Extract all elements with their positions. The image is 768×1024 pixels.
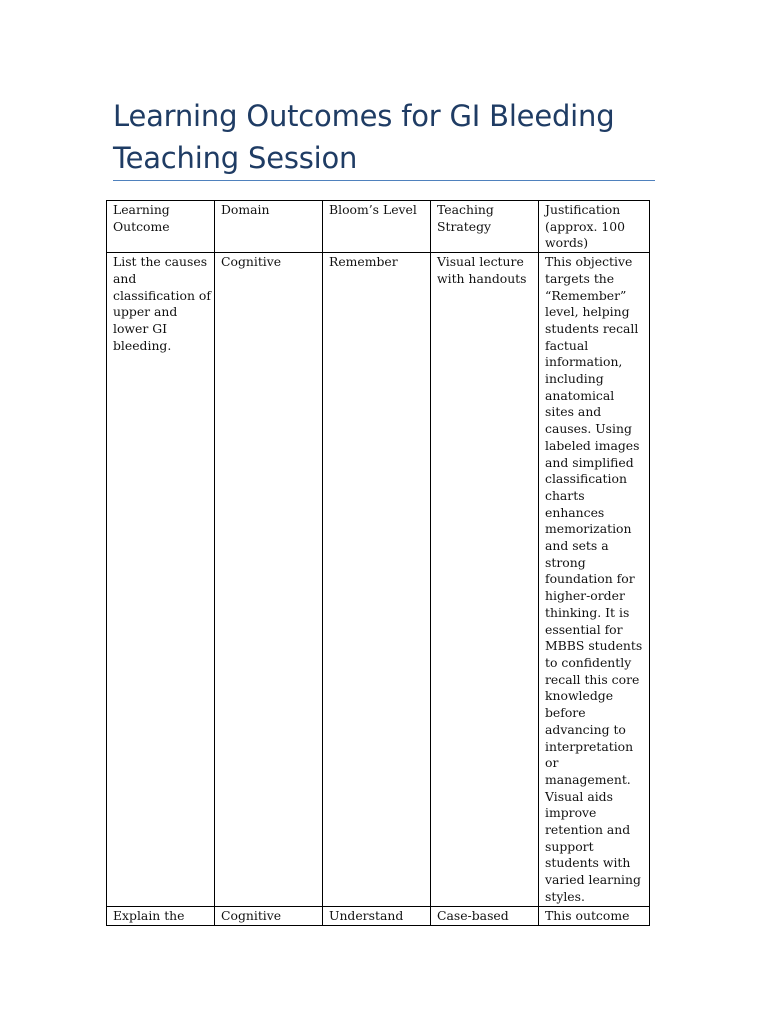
header-learning-outcome: Learning Outcome [107, 201, 215, 253]
cell-learning-outcome: Explain the [107, 906, 215, 925]
table-header-row [107, 201, 650, 253]
header-teaching-strategy: Teaching Strategy [431, 201, 539, 253]
cell-learning-outcome: List the causes and classification of upper and lower GI bleeding. [107, 253, 215, 906]
cell-domain: Cognitive [215, 253, 323, 906]
cell-blooms-level: Remember [323, 253, 431, 906]
cell-teaching-strategy: Case-based [431, 906, 539, 925]
page-title: Learning Outcomes for GI Bleeding Teaching Session [113, 99, 615, 175]
header-blooms-level: Bloom’s Level [323, 201, 431, 253]
title-underline [113, 180, 655, 181]
cell-domain: Cognitive [215, 906, 323, 925]
learning-outcomes-table [106, 200, 650, 926]
cell-justification: This outcome [539, 906, 650, 925]
table-row [107, 253, 650, 906]
cell-blooms-level: Understand [323, 906, 431, 925]
cell-teaching-strategy: Visual lecture with handouts [431, 253, 539, 906]
cell-justification: This objective targets the “Remember” level, helping students recall factual information, including anatomical sites and causes. Using labeled images and simplified classification charts enhances memorization and sets a strong foundation for higher-order thinking. It is essential for MBBS students to confidently recall this core knowledge before advancing to interpretation or management. Visual aids improve retention and support students with varied learning styles. [539, 253, 650, 906]
header-domain: Domain [215, 201, 323, 253]
header-justification: Justification (approx. 100 words) [539, 201, 650, 253]
table-row [107, 906, 650, 925]
